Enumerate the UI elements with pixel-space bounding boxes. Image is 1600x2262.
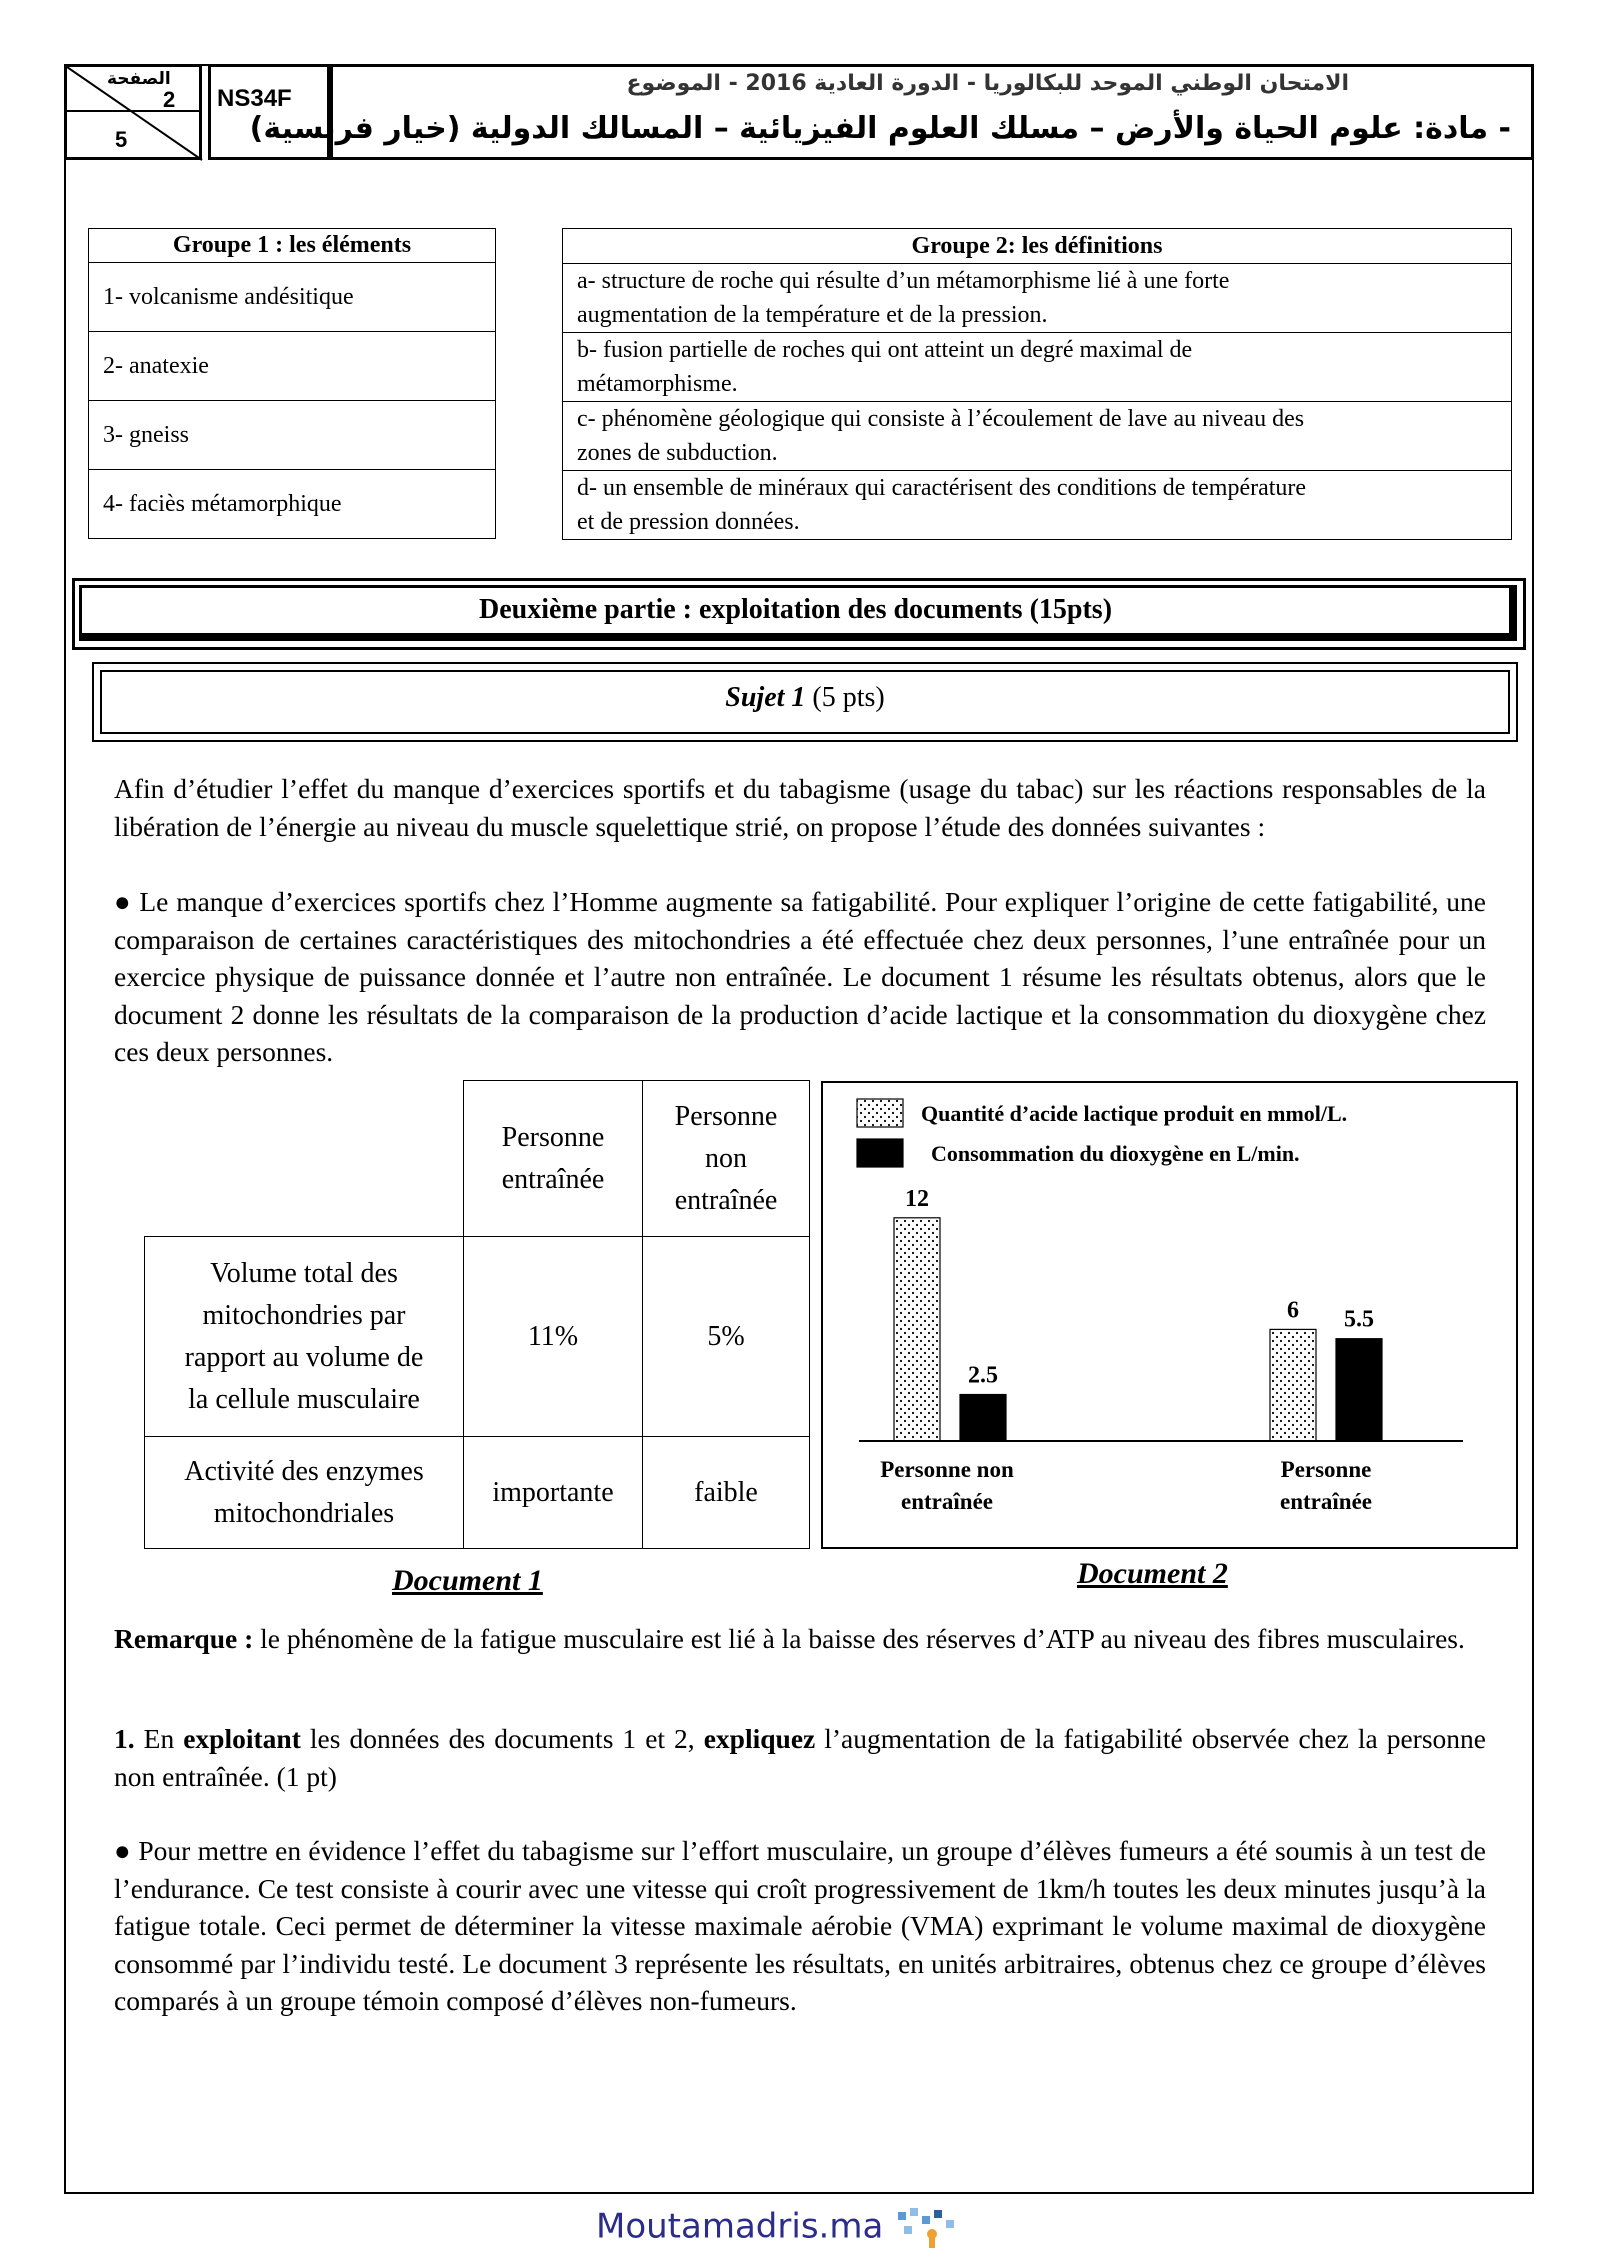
header-line: non bbox=[705, 1142, 747, 1174]
bar-value-label: 2.5 bbox=[968, 1362, 998, 1389]
page-total: 5 bbox=[115, 127, 128, 152]
col-header-untrained bbox=[643, 1081, 810, 1237]
document2-chart-box bbox=[821, 1081, 1518, 1549]
document1-table bbox=[144, 1080, 810, 1549]
definition-line: a- structure de roche qui résulte d’un métamorphisme lié à une forte bbox=[577, 268, 1230, 294]
label-line: Activité des enzymes bbox=[184, 1455, 424, 1487]
value-cell: 11% bbox=[464, 1237, 643, 1437]
question-text: En bbox=[134, 1723, 184, 1754]
bar-value-label: 5.5 bbox=[1344, 1306, 1374, 1333]
legend-label: Consommation du dioxygène en L/min. bbox=[931, 1141, 1300, 1166]
question-text: les données des documents 1 et 2, bbox=[300, 1723, 704, 1754]
sujet-box bbox=[92, 662, 1518, 742]
logo-graphic-icon bbox=[894, 2206, 964, 2250]
header-line: entraînée bbox=[501, 1163, 605, 1195]
group1-table bbox=[88, 228, 496, 539]
question-text: l’augmentation de la fatigabilité observée chez la personne non entraînée. (1 pt) bbox=[114, 1723, 1486, 1792]
intro-paragraph: Afin d’étudier l’effet du manque d’exercices sportifs et du tabagisme (usage du tabac) sur les réactions responsables de la libération de l’énergie au niveau du muscle squelettique strié, on propose l’étude des données suivantes : bbox=[114, 773, 1486, 842]
label-line: rapport au volume de bbox=[184, 1341, 424, 1373]
definition-line: métamorphisme. bbox=[577, 371, 738, 397]
row-label-enzymes bbox=[145, 1437, 464, 1549]
definition-line: augmentation de la température et de la pression. bbox=[577, 302, 1048, 328]
remarque-paragraph bbox=[114, 1620, 1486, 1658]
page-label: الصفحة bbox=[107, 69, 171, 89]
sujet-title bbox=[100, 670, 1510, 734]
definition-line: zones de subduction. bbox=[577, 440, 778, 466]
group2-header: Groupe 2: les définitions bbox=[563, 229, 1512, 264]
definition-line: c- phénomène géologique qui consiste à l’écoulement de lave au niveau des bbox=[577, 406, 1305, 432]
value-cell: importante bbox=[464, 1437, 643, 1549]
category-label: entraînée bbox=[901, 1489, 993, 1514]
definition-line: et de pression données. bbox=[577, 509, 800, 535]
label-line: Volume total des bbox=[210, 1257, 398, 1289]
group1-item: 2- anatexie bbox=[89, 332, 496, 401]
group2-definition bbox=[563, 471, 1512, 540]
group2-definition bbox=[563, 264, 1512, 333]
category-label: Personne non bbox=[880, 1457, 1014, 1482]
sujet-points: (5 pts) bbox=[805, 682, 885, 713]
question-1 bbox=[114, 1720, 1486, 1795]
legend-swatch-lactic bbox=[857, 1099, 903, 1127]
group1-item: 4- faciès métamorphique bbox=[89, 470, 496, 539]
definition-line: b- fusion partielle de roches qui ont atteint un degré maximal de bbox=[577, 337, 1193, 363]
bar-oxygen bbox=[960, 1395, 1006, 1442]
label-line: mitochondries par bbox=[202, 1299, 406, 1331]
group1-item: 1- volcanisme andésitique bbox=[89, 263, 496, 332]
bar-lactic-acid bbox=[894, 1218, 940, 1441]
label-line: mitochondriales bbox=[213, 1497, 395, 1529]
exam-line: الامتحان الوطني الموحد للبكالوريا - الدورة العادية 2016 - الموضوع bbox=[626, 71, 1349, 96]
group1-item: 3- gneiss bbox=[89, 401, 496, 470]
header-line: Personne bbox=[674, 1100, 778, 1132]
group2-definition bbox=[563, 402, 1512, 471]
bar-oxygen bbox=[1336, 1339, 1382, 1441]
label-line: la cellule musculaire bbox=[188, 1383, 420, 1415]
legend-swatch-oxygen bbox=[857, 1139, 903, 1167]
subject-line: - مادة: علوم الحياة والأرض – مسلك العلوم الفيزيائية – المسالك الدولية (خيار فرنسية) bbox=[249, 111, 1511, 146]
document2-caption: Document 2 bbox=[1077, 1557, 1228, 1590]
exam-header bbox=[64, 64, 1534, 164]
part2-title: Deuxième partie : exploitation des documents (15pts) bbox=[79, 585, 1517, 641]
question-number: 1. bbox=[114, 1723, 135, 1754]
group1-header: Groupe 1 : les éléments bbox=[89, 229, 496, 263]
remarque-label: Remarque : bbox=[114, 1623, 254, 1654]
exam-code: NS34F bbox=[208, 64, 330, 160]
page-number-box bbox=[64, 64, 202, 160]
group2-definition bbox=[563, 333, 1512, 402]
legend-label: Quantité d’acide lactique produit en mmol/L. bbox=[921, 1101, 1348, 1126]
empty-cell bbox=[145, 1081, 464, 1237]
page-number: 2 bbox=[163, 87, 176, 112]
bar-lactic-acid bbox=[1270, 1329, 1316, 1441]
header-line: entraînée bbox=[674, 1184, 778, 1216]
bar-value-label: 12 bbox=[905, 1185, 929, 1212]
header-line: Personne bbox=[501, 1121, 605, 1153]
row-label-volume bbox=[145, 1237, 464, 1437]
document1-caption: Document 1 bbox=[392, 1564, 543, 1597]
document2-chart bbox=[823, 1083, 1515, 1546]
col-header-trained bbox=[464, 1081, 643, 1237]
remarque-text: le phénomène de la fatigue musculaire est lié à la baisse des réserves d’ATP au niveau des fibres musculaires. bbox=[253, 1623, 1465, 1654]
group2-table bbox=[562, 228, 1512, 540]
category-label: entraînée bbox=[1280, 1489, 1372, 1514]
question-keyword: exploitant bbox=[183, 1723, 301, 1754]
tabagisme-paragraph: ● Pour mettre en évidence l’effet du tabagisme sur l’effort musculaire, un groupe d’élèves fumeurs a été soumis à un test de l’endurance. Ce test consiste à courir avec une vitesse qui croît progressivement de 1km/h toutes les deux minutes jusqu’à la fatigue totale. Ceci permet de déterminer la vitesse maximale aérobie (VMA) exprimant le volume maximal de dioxygène consommé par l’individu testé. Le document 3 représente les résultats, en unités arbitraires, obtenus chez ce groupe d’élèves comparés à un groupe témoin composé d’élèves non-fumeurs. bbox=[114, 1835, 1486, 2016]
part2-title-box bbox=[72, 578, 1526, 650]
sujet-name: Sujet 1 bbox=[725, 682, 806, 713]
intro-paragraph-2: ● Le manque d’exercices sportifs chez l’Homme augmente sa fatigabilité. Pour expliquer l’origine de cette fatigabilité, une comparaison de certaines caractéristiques des mitochondries a été effectuée chez deux personnes, l’une entraînée pour un exercice physique de puissance donnée et l’autre non entraînée. Le document 1 résume les résultats obtenus, alors que le document 2 donne les résultats de la comparaison de la production d’acide lactique et la consommation du dioxygène chez ces deux personnes. bbox=[114, 886, 1486, 1067]
definition-line: d- un ensemble de minéraux qui caractérisent des conditions de température bbox=[577, 475, 1307, 501]
value-cell: 5% bbox=[643, 1237, 810, 1437]
moutamadris-logo bbox=[596, 2206, 964, 2250]
category-label: Personne bbox=[1280, 1457, 1372, 1482]
bar-value-label: 6 bbox=[1287, 1297, 1299, 1324]
value-cell: faible bbox=[643, 1437, 810, 1549]
question-keyword: expliquez bbox=[703, 1723, 816, 1754]
logo-text: Moutamadris.ma bbox=[596, 2206, 884, 2247]
